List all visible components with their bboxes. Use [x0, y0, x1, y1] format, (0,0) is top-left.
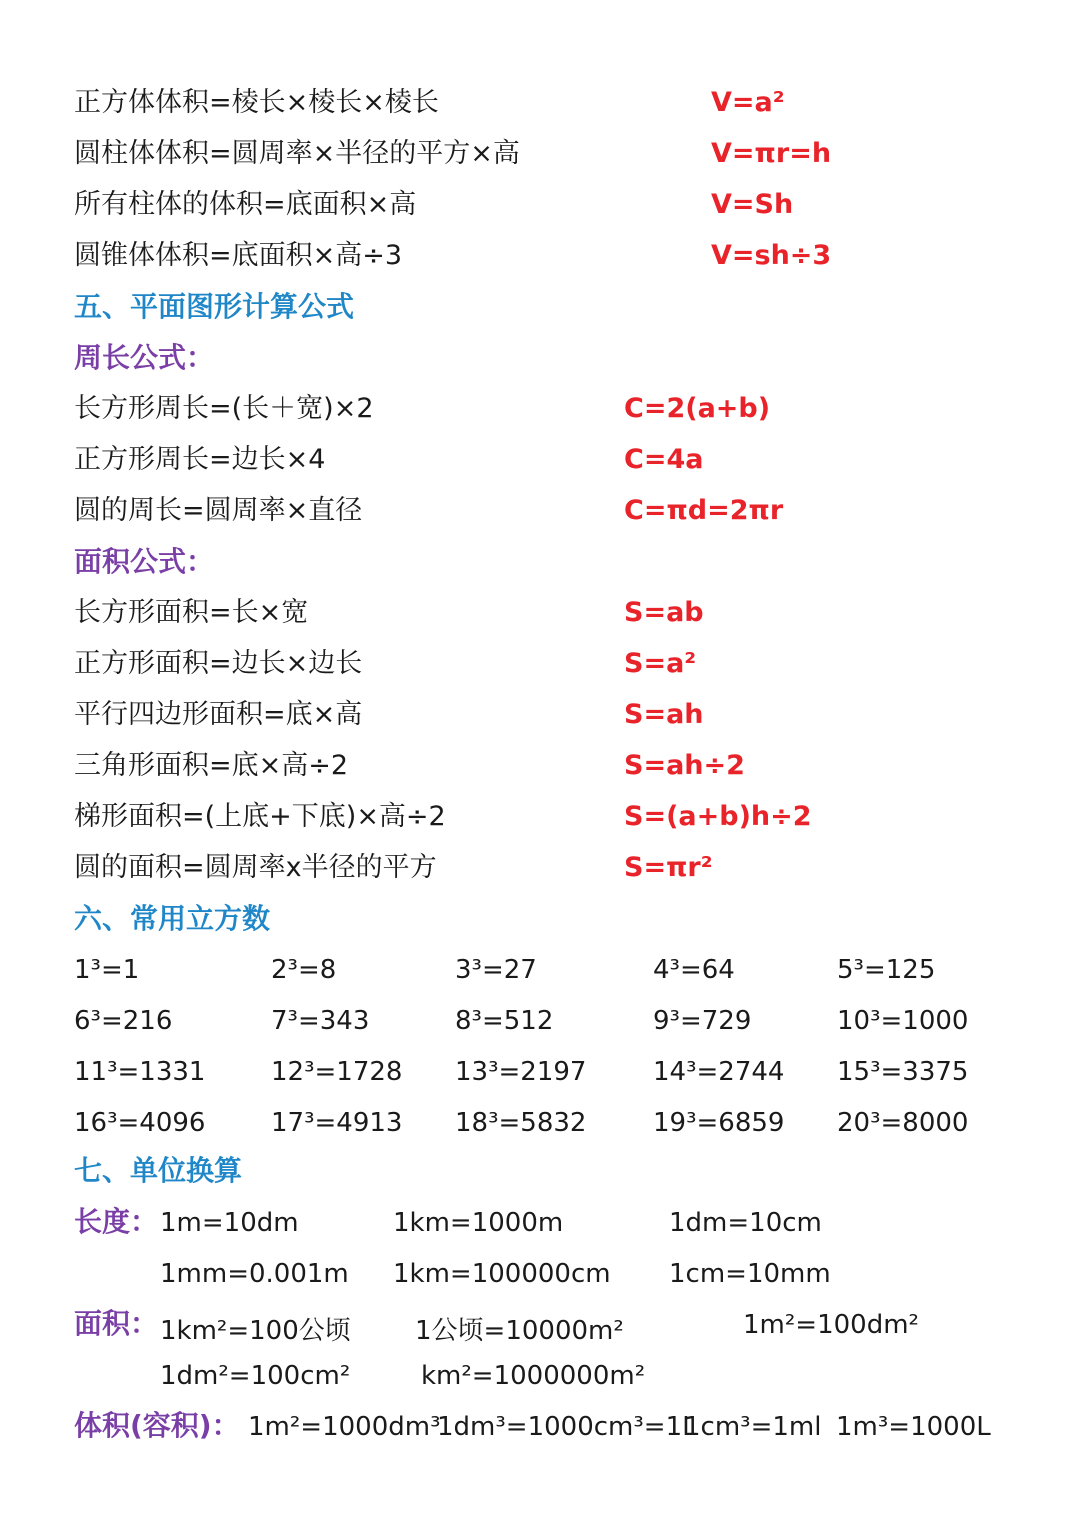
- formula-row: [74, 179, 416, 230]
- volume-label: 体积(容积)：: [74, 1409, 240, 1442]
- formula-expression: C=πd=2πr: [624, 495, 784, 526]
- subsection-label: 周长公式：: [74, 341, 215, 374]
- formula-expression: C=2(a+b): [624, 393, 771, 424]
- unit-conversion: 1cm³=1ml: [684, 1412, 822, 1442]
- cube-cell: 17³=4913: [271, 1108, 403, 1138]
- formula-row: [74, 740, 348, 791]
- unit-conversion: 1m²=100dm²: [743, 1310, 919, 1340]
- unit-conversion: 1m²=1000dm³: [248, 1412, 441, 1442]
- unit-conversion: 1公顷=10000m²: [415, 1316, 624, 1346]
- formula-text: 正方形周长=边长×4: [74, 444, 326, 475]
- section-heading: 五、平面图形计算公式: [74, 290, 355, 323]
- cube-cell: 18³=5832: [455, 1108, 587, 1138]
- cube-cell: 19³=6859: [653, 1108, 785, 1138]
- formula-text: 圆的周长=圆周率×直径: [74, 495, 363, 526]
- section-heading: 七、单位换算: [74, 1154, 243, 1187]
- formula-row: [74, 638, 362, 689]
- formula-row: [74, 689, 362, 740]
- formula-expression: V=a²: [711, 87, 785, 118]
- unit-conversion: 1dm³=1000cm³=1L: [437, 1412, 697, 1442]
- formula-row: [74, 791, 446, 842]
- formula-row: [74, 485, 362, 536]
- formula-row: [74, 230, 402, 281]
- formula-row: [74, 587, 308, 638]
- formula-expression: C=4a: [624, 444, 704, 475]
- formula-expression: S=πr²: [624, 852, 713, 883]
- formula-expression: S=ah: [624, 699, 704, 730]
- cube-cell: 20³=8000: [837, 1108, 969, 1138]
- cube-cell: 6³=216: [74, 1006, 173, 1036]
- formula-text: 正方形面积=边长×边长: [74, 648, 363, 679]
- formula-expression: S=a²: [624, 648, 697, 679]
- formula-text: 长方形面积=长×宽: [74, 597, 309, 628]
- formula-text: 正方体体积=棱长×棱长×棱长: [74, 87, 439, 118]
- cube-cell: 16³=4096: [74, 1108, 206, 1138]
- cube-cell: 12³=1728: [271, 1057, 403, 1087]
- cube-cell: 11³=1331: [74, 1057, 206, 1087]
- unit-conversion: 1dm²=100cm²: [160, 1361, 351, 1391]
- area-label: 面积：: [74, 1307, 159, 1340]
- unit-conversion: 1m=10dm: [160, 1208, 299, 1238]
- formula-expression: V=Sh: [711, 189, 794, 220]
- formula-text: 圆的面积=圆周率x半径的平方: [74, 852, 437, 883]
- cube-cell: 1³=1: [74, 955, 140, 985]
- formula-text: 平行四边形面积=底×高: [74, 699, 363, 730]
- formula-expression: V=sh÷3: [711, 240, 832, 271]
- formula-text: 圆锥体体积=底面积×高÷3: [74, 240, 403, 271]
- formula-expression: V=πr=h: [711, 138, 832, 169]
- cube-cell: 3³=27: [455, 955, 537, 985]
- cube-cell: 4³=64: [653, 955, 735, 985]
- unit-conversion: 1m³=1000L: [836, 1412, 991, 1442]
- cube-cell: 14³=2744: [653, 1057, 785, 1087]
- cube-cell: 8³=512: [455, 1006, 554, 1036]
- cube-cell: 15³=3375: [837, 1057, 969, 1087]
- unit-conversion: 1km=100000cm: [393, 1259, 611, 1289]
- unit-conversion: km²=1000000m²: [421, 1361, 646, 1391]
- formula-row: [74, 77, 439, 128]
- formula-expression: S=ab: [624, 597, 704, 628]
- cube-cell: 2³=8: [271, 955, 337, 985]
- cube-cell: 5³=125: [837, 955, 936, 985]
- section-heading: 六、常用立方数: [74, 902, 271, 935]
- formula-expression: S=ah÷2: [624, 750, 745, 781]
- unit-conversion: 1km²=100公顷: [160, 1316, 351, 1346]
- subsection-label: 面积公式：: [74, 545, 215, 578]
- formula-row: [74, 842, 437, 893]
- formula-text: 梯形面积=(上底+下底)×高÷2: [74, 801, 446, 832]
- formula-row: [74, 383, 374, 434]
- length-label: 长度：: [74, 1205, 159, 1238]
- unit-conversion: 1km=1000m: [393, 1208, 564, 1238]
- formula-expression: S=(a+b)h÷2: [624, 801, 812, 832]
- cube-cell: 10³=1000: [837, 1006, 969, 1036]
- unit-conversion: 1dm=10cm: [669, 1208, 822, 1238]
- formula-row: [74, 128, 520, 179]
- cube-cell: 13³=2197: [455, 1057, 587, 1087]
- unit-conversion: 1mm=0.001m: [160, 1259, 349, 1289]
- formula-text: 三角形面积=底×高÷2: [74, 750, 349, 781]
- cube-cell: 7³=343: [271, 1006, 370, 1036]
- formula-row: [74, 434, 325, 485]
- formula-text: 长方形周长=(长＋宽)×2: [74, 393, 374, 424]
- unit-conversion: 1cm=10mm: [669, 1259, 831, 1289]
- formula-text: 圆柱体体积=圆周率×半径的平方×高: [74, 138, 520, 169]
- formula-text: 所有柱体的体积=底面积×高: [74, 189, 417, 220]
- cube-cell: 9³=729: [653, 1006, 752, 1036]
